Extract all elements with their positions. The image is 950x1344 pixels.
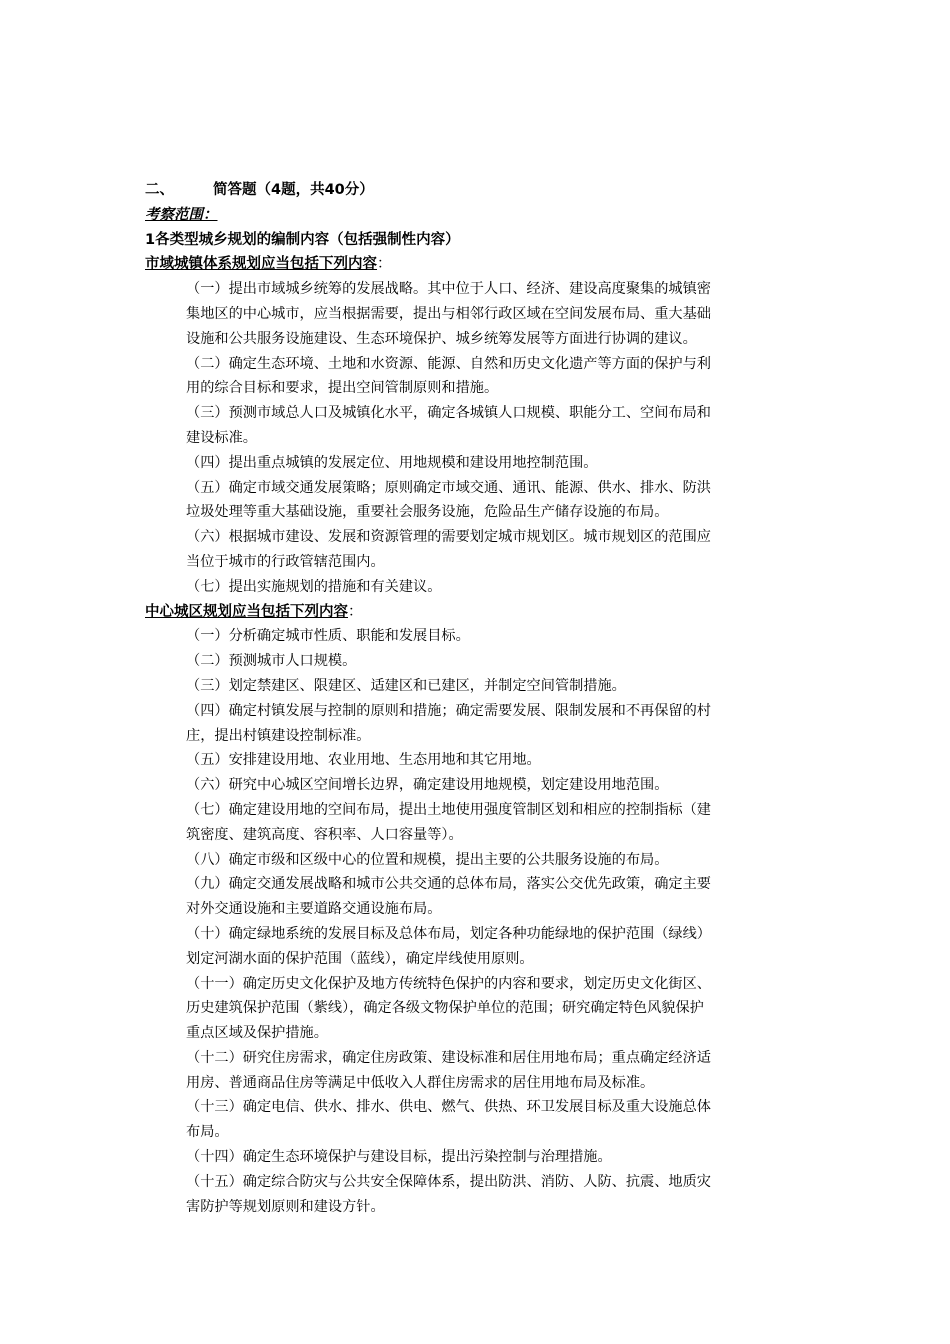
paragraph-line: 庄，提出村镇建设控制标准。 — [186, 727, 371, 744]
subsection-body-1 — [145, 277, 810, 599]
scope-label-line — [145, 203, 810, 228]
paragraph-line: （一）提出市域城乡统筹的发展战略。其中位于人口、经济、建设高度聚集的城镇密 — [186, 281, 711, 298]
paragraph-line: （七）确定建设用地的空间布局，提出土地使用强度管制区划和相应的控制指标（建 — [186, 801, 711, 818]
paragraph-line: 对外交通设施和主要道路交通设施布局。 — [186, 901, 442, 918]
document-page — [145, 178, 810, 1219]
scope-label: 考察范围： — [145, 206, 218, 223]
paragraph-line: （六）研究中心城区空间增长边界，确定建设用地规模，划定建设用地范围。 — [186, 777, 669, 794]
paragraph-line: （十五）确定综合防灾与公共安全保障体系，提出防洪、消防、人防、抗震、地质灾 — [186, 1173, 711, 1190]
paragraph-line: 建设标准。 — [186, 429, 257, 446]
paragraph-line: 重点区域及保护措施。 — [186, 1025, 328, 1042]
section-title: 简答题（4题，共40分） — [213, 182, 374, 198]
paragraph-line: （二）预测城市人口规模。 — [186, 653, 357, 670]
paragraph-line: （五）确定市域交通发展策略；原则确定市域交通、通讯、能源、供水、排水、防洪 — [186, 479, 711, 496]
paragraph-line: 垃圾处理等重大基础设施，重要社会服务设施，危险品生产储存设施的布局。 — [186, 504, 669, 521]
paragraph-line: 害防护等规划原则和建设方针。 — [186, 1198, 385, 1215]
paragraph-line: 设施和公共服务设施建设、生态环境保护、城乡统筹发展等方面进行协调的建议。 — [186, 330, 697, 347]
paragraph-line: 历史建筑保护范围（紫线），确定各级文物保护单位的范围；研究确定特色风貌保护 — [186, 1000, 704, 1017]
paragraph-line: （十）确定绿地系统的发展目标及总体布局，划定各种功能绿地的保护范围（绿线） — [186, 925, 711, 942]
topic-heading: 1各类型城乡规划的编制内容（包括强制性内容） — [145, 231, 460, 248]
paragraph-line: （五）安排建设用地、农业用地、生态用地和其它用地。 — [186, 752, 541, 769]
paragraph-line: 当位于城市的行政管辖范围内。 — [186, 553, 385, 570]
paragraph-line: （八）确定市级和区级中心的位置和规模，提出主要的公共服务设施的布局。 — [186, 851, 669, 868]
paragraph-line: 划定河湖水面的保护范围（蓝线），确定岸线使用原则。 — [186, 950, 534, 967]
paragraph-line: 用的综合目标和要求，提出空间管制原则和措施。 — [186, 380, 499, 397]
subsection-title-text-2: 中心城区规划应当包括下列内容 — [145, 603, 348, 620]
paragraph-line: （十三）确定电信、供水、排水、供电、燃气、供热、环卫发展目标及重大设施总体 — [186, 1099, 711, 1116]
paragraph-line: （七）提出实施规划的措施和有关建议。 — [186, 578, 442, 595]
paragraph-line: （二）确定生态环境、土地和水资源、能源、自然和历史文化遗产等方面的保护与利 — [186, 355, 711, 372]
paragraph-line: （一）分析确定城市性质、职能和发展目标。 — [186, 628, 470, 645]
paragraph-line: （三）预测市域总人口及城镇化水平，确定各城镇人口规模、职能分工、空间布局和 — [186, 405, 711, 422]
paragraph-line: （十四）确定生态环境保护与建设目标，提出污染控制与治理措施。 — [186, 1149, 612, 1166]
paragraph-line: 集地区的中心城市，应当根据需要，提出与相邻行政区域在空间发展布局、重大基础 — [186, 305, 711, 322]
paragraph-line: （三）划定禁建区、限建区、适建区和已建区，并制定空间管制措施。 — [186, 677, 626, 694]
paragraph-line: （六）根据城市建设、发展和资源管理的需要划定城市规划区。城市规划区的范围应 — [186, 529, 711, 546]
paragraph-line: （九）确定交通发展战略和城市公共交通的总体布局，落实公交优先政策，确定主要 — [186, 876, 711, 893]
paragraph-line: 筑密度、建筑高度、容积率、人口容量等）。 — [186, 826, 463, 843]
paragraph-line: （十一）确定历史文化保护及地方传统特色保护的内容和要求，划定历史文化街区、 — [186, 975, 711, 992]
subsection-colon-2: ： — [348, 603, 363, 620]
subsection-title-1 — [145, 252, 810, 277]
paragraph-line: （四）提出重点城镇的发展定位、用地规模和建设用地控制范围。 — [186, 454, 598, 471]
subsection-body-2 — [145, 624, 810, 1219]
section-heading — [145, 178, 810, 203]
paragraph-line: 布局。 — [186, 1124, 229, 1141]
paragraph-line: 用房、普通商品住房等满足中低收入人群住房需求的居住用地布局及标准。 — [186, 1074, 655, 1091]
paragraph-line: （四）确定村镇发展与控制的原则和措施；确定需要发展、限制发展和不再保留的村 — [186, 702, 711, 719]
subsection-title-2 — [145, 600, 810, 625]
paragraph-line: （十二）研究住房需求，确定住房政策、建设标准和居住用地布局；重点确定经济适 — [186, 1049, 711, 1066]
section-number: 二、 — [145, 182, 174, 198]
subsection-title-text-1: 市域城镇体系规划应当包括下列内容 — [145, 256, 377, 273]
subsection-colon-1: ： — [377, 256, 392, 273]
